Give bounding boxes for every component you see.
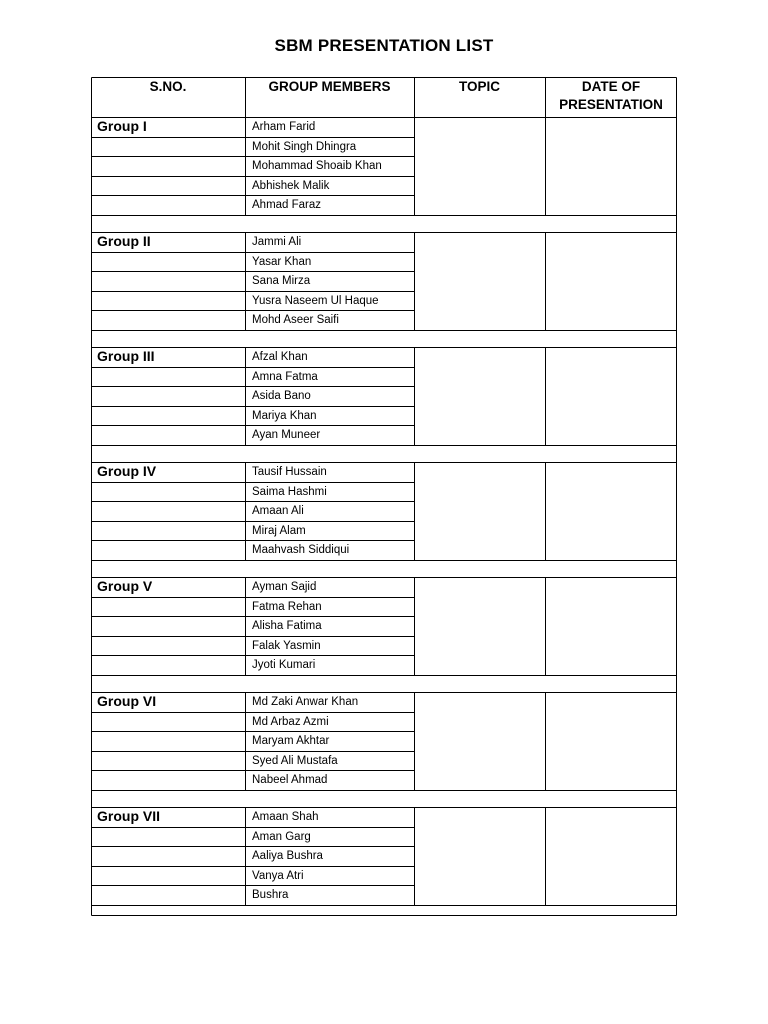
group-label: Group IV: [97, 463, 157, 479]
group-member-name: Afzal Khan: [252, 351, 308, 363]
group-member-name: Sana Mirza: [252, 275, 311, 288]
group-member-name: Tausif Hussain: [252, 466, 327, 478]
header-date-of-presentation: DATE OF PRESENTATION: [559, 79, 663, 112]
group-member-name: Md Arbaz Azmi: [252, 715, 329, 728]
presentation-table: [91, 77, 677, 916]
group-member-name: Abhishek Malik: [252, 179, 330, 192]
group-label: Group VI: [97, 693, 157, 709]
group-member-name: Vanya Atri: [252, 869, 304, 882]
group-member-name: Mohit Singh Dhingra: [252, 140, 357, 153]
group-member-name: Fatma Rehan: [252, 600, 322, 613]
group-member-name: Mohd Aseer Saifi: [252, 314, 339, 327]
group-member-name: Md Zaki Anwar Khan: [252, 696, 359, 708]
header-topic: TOPIC: [458, 79, 500, 94]
group-member-name: Jammi Ali: [252, 236, 302, 248]
group-member-name: Ayan Muneer: [252, 429, 321, 442]
group-member-name: Saima Hashmi: [252, 485, 327, 498]
group-member-name: Nabeel Ahmad: [252, 774, 328, 787]
group-member-name: Amaan Ali: [252, 505, 304, 518]
group-member-name: Bushra: [252, 889, 289, 902]
group-member-name: Mohammad Shoaib Khan: [252, 160, 382, 173]
group-label: Group V: [97, 578, 153, 594]
group-label: Group I: [97, 118, 147, 134]
group-label: Group II: [97, 233, 151, 249]
group-label: Group III: [97, 348, 155, 364]
group-member-name: Amaan Shah: [252, 811, 319, 823]
group-member-name: Miraj Alam: [252, 524, 306, 537]
group-member-name: Mariya Khan: [252, 409, 317, 422]
group-member-name: Syed Ali Mustafa: [252, 754, 338, 767]
group-member-name: Arham Farid: [252, 121, 316, 133]
group-member-name: Amna Fatma: [252, 370, 318, 383]
group-member-name: Yasar Khan: [252, 255, 312, 268]
group-member-name: Falak Yasmin: [252, 639, 321, 652]
page-title: SBM PRESENTATION LIST: [274, 36, 494, 55]
group-member-name: Ahmad Faraz: [252, 199, 322, 212]
group-member-name: Asida Bano: [252, 390, 311, 403]
group-label: Group VII: [97, 808, 160, 824]
header-group-members: GROUP MEMBERS: [268, 79, 391, 94]
group-member-name: Jyoti Kumari: [252, 659, 316, 672]
group-member-name: Maahvash Siddiqui: [252, 544, 350, 557]
group-member-name: Yusra Naseem Ul Haque: [252, 294, 379, 307]
group-member-name: Aman Garg: [252, 830, 311, 843]
group-member-name: Maryam Akhtar: [252, 735, 330, 748]
group-member-name: Aaliya Bushra: [252, 850, 323, 863]
table-grid-lines: [91, 77, 677, 916]
header-sno: S.NO.: [149, 79, 187, 94]
group-member-name: Ayman Sajid: [252, 581, 317, 593]
group-member-name: Alisha Fatima: [252, 620, 322, 633]
